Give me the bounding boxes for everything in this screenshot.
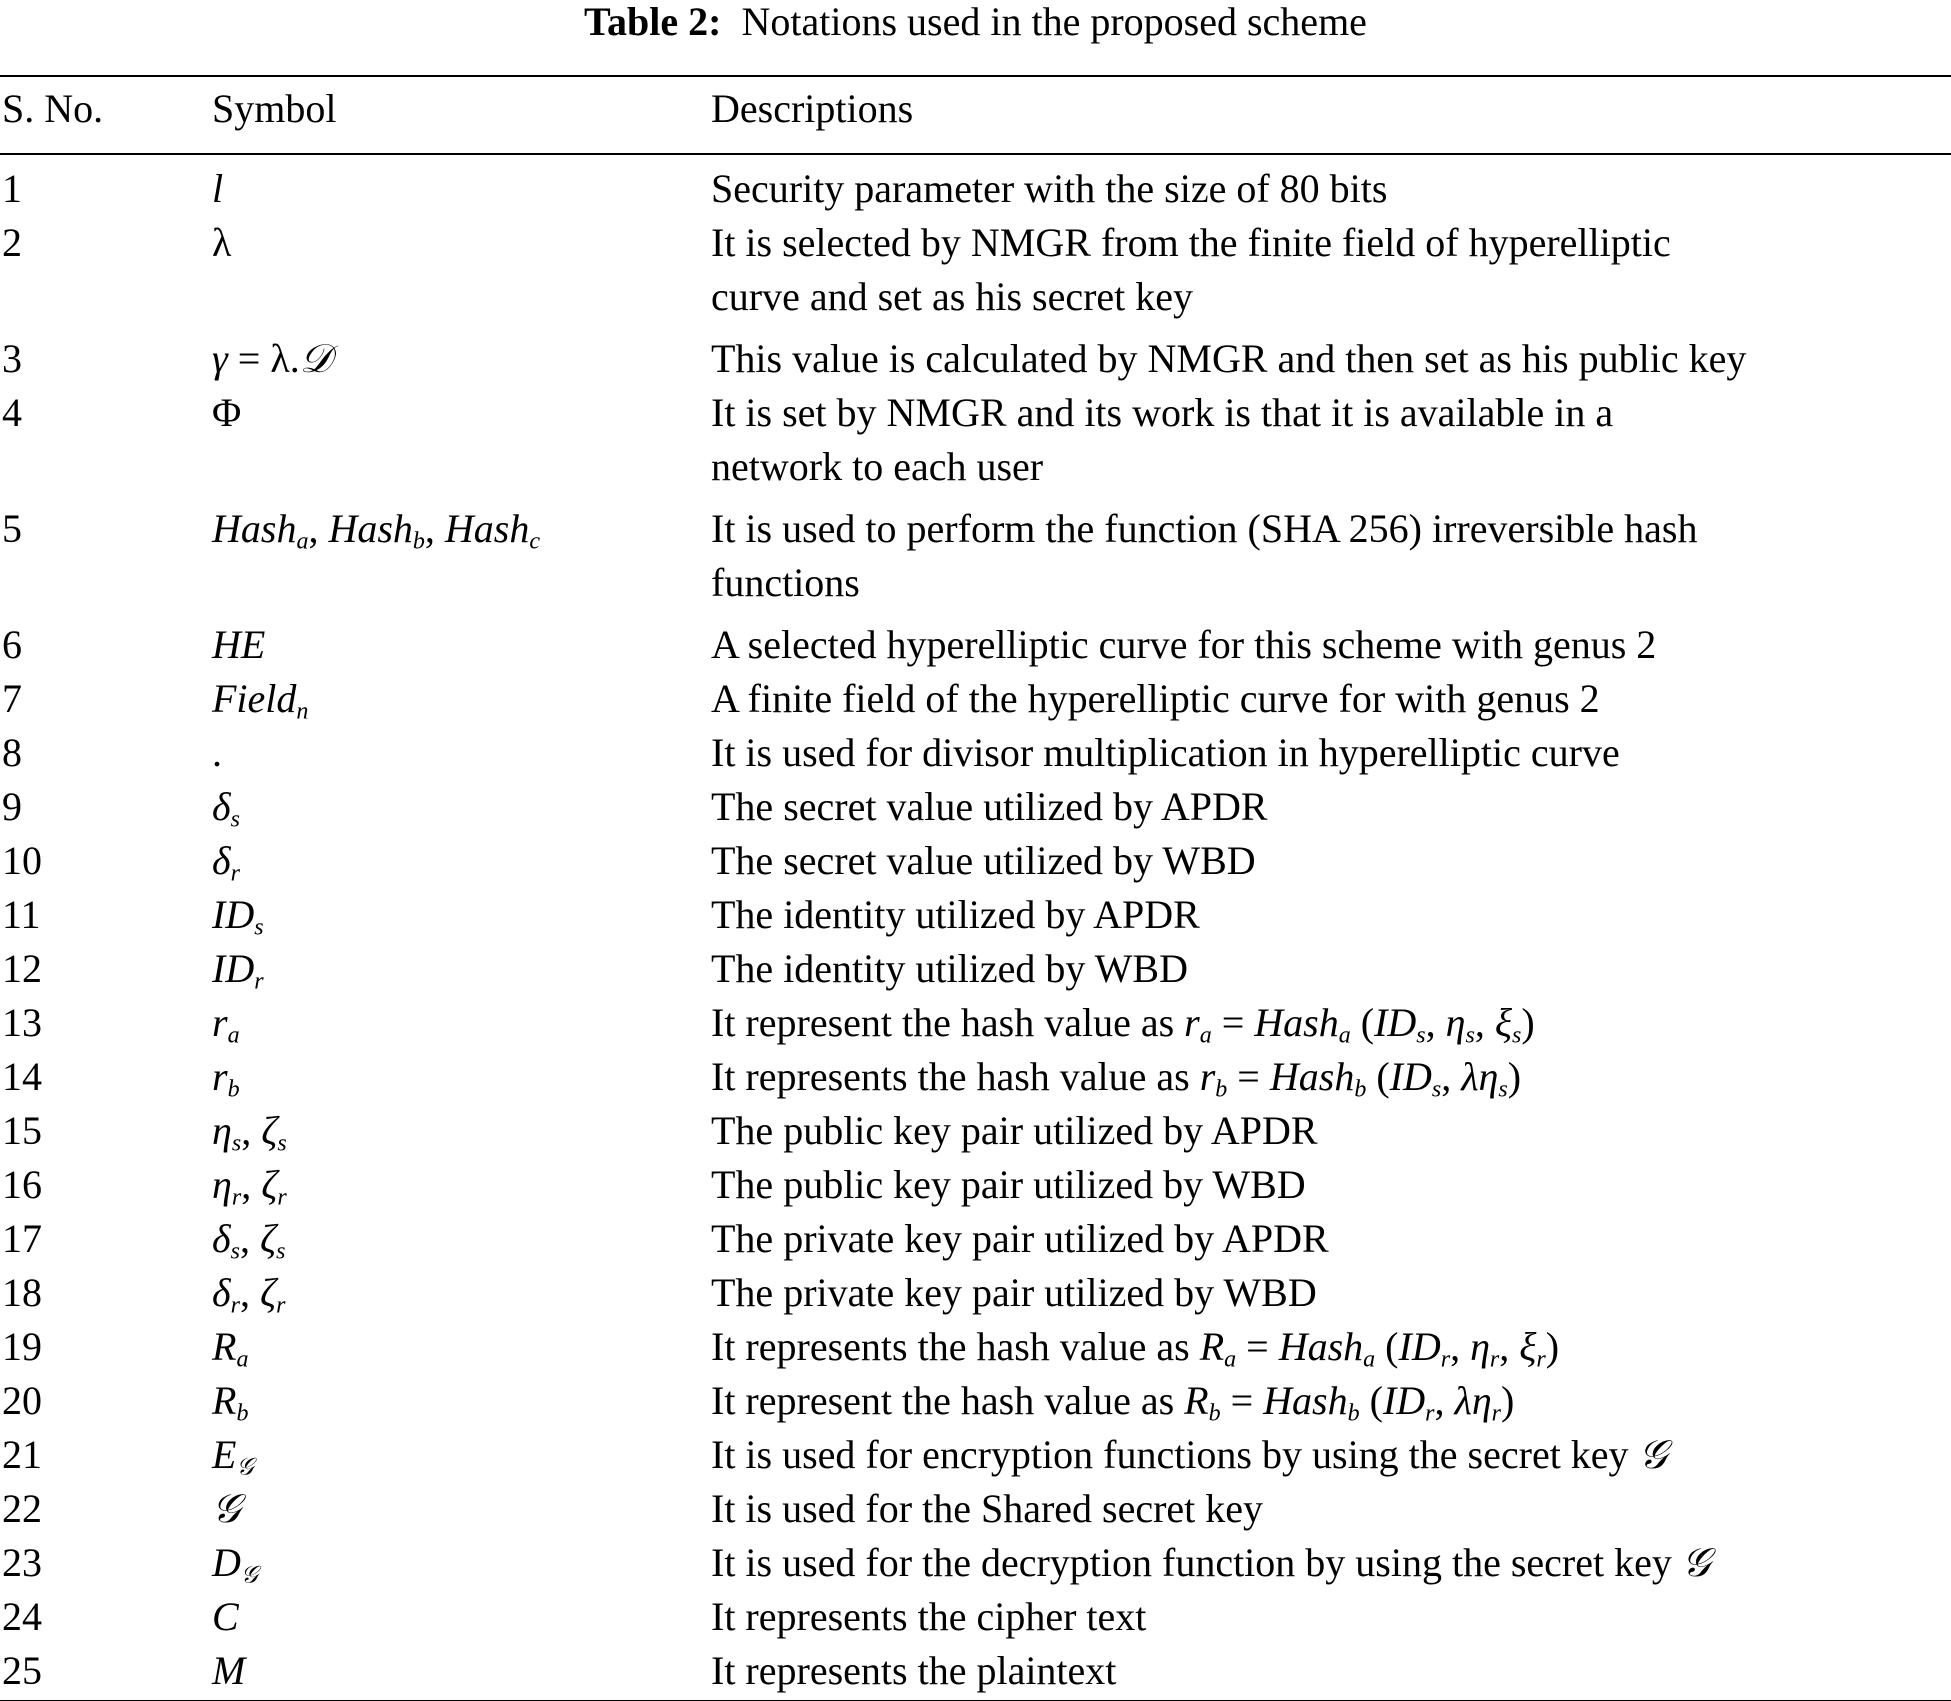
row-description	[711, 1482, 1951, 1536]
row-number: 15	[2, 1108, 42, 1153]
description-line: It represent the hash value as $r_a$ = Hash$_a$ ($ID_s$, $\eta_s$, $\xi_s$)	[711, 1000, 1535, 1049]
header-symbol: Symbol	[212, 86, 337, 131]
header-sno: S. No.	[2, 86, 104, 131]
row-description	[711, 1320, 1951, 1374]
row-description	[711, 332, 1951, 386]
row-description	[711, 162, 1951, 216]
row-symbol: $\delta_s$, $\zeta_s$	[212, 1216, 286, 1265]
description-line: The identity utilized by WBD	[711, 946, 1188, 991]
row-symbol: $ID_s$	[212, 892, 264, 941]
row-description	[711, 834, 1951, 888]
row-symbol: 𝒢	[212, 1486, 241, 1531]
row-symbol: Φ	[212, 390, 242, 435]
row-number: 22	[2, 1486, 42, 1531]
description-line: It represent the hash value as $R_b$ = Hash$_b$ ($ID_r$, $\lambda\eta_r$)	[711, 1378, 1515, 1427]
row-description	[711, 1428, 1951, 1482]
row-number: 25	[2, 1648, 42, 1693]
row-symbol: M	[212, 1648, 246, 1693]
row-number: 23	[2, 1540, 42, 1585]
row-symbol: $r_a$	[212, 1000, 240, 1049]
top-rule	[0, 75, 1951, 77]
row-number: 8	[2, 730, 22, 775]
description-line: This value is calculated by NMGR and then set as his public key	[711, 336, 1747, 381]
row-description	[711, 618, 1951, 672]
row-description	[711, 386, 1951, 494]
description-line: functions	[711, 560, 860, 605]
row-number: 16	[2, 1162, 42, 1207]
description-line: It is set by NMGR and its work is that it is available in a	[711, 390, 1614, 435]
row-number: 6	[2, 622, 22, 667]
row-number: 20	[2, 1378, 42, 1423]
row-description	[711, 942, 1951, 996]
row-number: 12	[2, 946, 42, 991]
description-line: A selected hyperelliptic curve for this scheme with genus 2	[711, 622, 1657, 667]
row-number: 17	[2, 1216, 42, 1261]
row-number: 11	[2, 892, 41, 937]
description-line: It is used for the decryption function by using the secret key 𝒢	[711, 1540, 1711, 1585]
row-description	[711, 1266, 1951, 1320]
row-number: 3	[2, 336, 22, 381]
description-line: It is used to perform the function (SHA 256) irreversible hash	[711, 506, 1698, 551]
row-number: 2	[2, 220, 22, 265]
description-line: It represents the cipher text	[711, 1594, 1147, 1639]
row-description	[711, 1158, 1951, 1212]
row-symbol: HE	[212, 622, 266, 667]
description-line: It is selected by NMGR from the finite field of hyperelliptic	[711, 220, 1671, 265]
row-symbol: Field$_n$	[212, 676, 309, 725]
row-symbol: l	[212, 166, 224, 211]
row-symbol: $\delta_s$	[212, 784, 240, 833]
row-symbol: .	[212, 730, 222, 775]
description-line: curve and set as his secret key	[711, 274, 1194, 319]
row-description	[711, 1536, 1951, 1590]
row-description	[711, 1104, 1951, 1158]
description-line: It represents the hash value as $r_b$ = Hash$_b$ ($ID_s$, $\lambda\eta_s$)	[711, 1054, 1522, 1103]
row-number: 14	[2, 1054, 42, 1099]
row-description	[711, 996, 1951, 1050]
row-symbol: $R_b$	[212, 1378, 249, 1427]
description-line: It is used for divisor multiplication in hyperelliptic curve	[711, 730, 1620, 775]
row-description	[711, 1050, 1951, 1104]
description-line: The secret value utilized by WBD	[711, 838, 1256, 883]
row-symbol: Hash$_a$, Hash$_b$, Hash$_c$	[212, 506, 541, 555]
header-rule	[0, 153, 1951, 155]
row-number: 7	[2, 676, 22, 721]
description-line: The secret value utilized by APDR	[711, 784, 1268, 829]
row-number: 4	[2, 390, 22, 435]
row-number: 19	[2, 1324, 42, 1369]
row-description	[711, 1644, 1951, 1698]
description-line: The identity utilized by APDR	[711, 892, 1200, 937]
row-number: 13	[2, 1000, 42, 1045]
row-symbol: $r_b$	[212, 1054, 240, 1103]
row-number: 9	[2, 784, 22, 829]
row-symbol: $D_𝒢$	[212, 1540, 258, 1589]
row-number: 5	[2, 506, 22, 551]
description-line: It represents the plaintext	[711, 1648, 1117, 1693]
description-line: The public key pair utilized by WBD	[711, 1162, 1306, 1207]
description-line: The private key pair utilized by WBD	[711, 1270, 1317, 1315]
description-line: It is used for the Shared secret key	[711, 1486, 1264, 1531]
description-line: It represents the hash value as $R_a$ = Hash$_a$ ($ID_r$, $\eta_r$, $\xi_r$)	[711, 1324, 1560, 1373]
description-line: The public key pair utilized by APDR	[711, 1108, 1318, 1153]
description-line: It is used for encryption functions by using the secret key 𝒢	[711, 1432, 1668, 1477]
row-symbol: γ = λ.𝒟	[212, 336, 332, 381]
row-number: 10	[2, 838, 42, 883]
row-symbol: $E_𝒢$	[212, 1432, 254, 1481]
row-symbol: $\delta_r$, $\zeta_r$	[212, 1270, 286, 1319]
row-description	[711, 888, 1951, 942]
row-description	[711, 780, 1951, 834]
row-description	[711, 726, 1951, 780]
row-symbol: $\eta_r$, $\zeta_r$	[212, 1162, 287, 1211]
caption-label: Table 2:	[584, 0, 722, 44]
row-description	[711, 1590, 1951, 1644]
row-symbol: λ	[212, 220, 232, 265]
description-line: The private key pair utilized by APDR	[711, 1216, 1329, 1261]
row-symbol: C	[212, 1594, 239, 1639]
header-descriptions: Descriptions	[711, 86, 914, 131]
description-line: network to each user	[711, 444, 1044, 489]
row-number: 24	[2, 1594, 42, 1639]
row-symbol: $\eta_s$, $\zeta_s$	[212, 1108, 287, 1157]
row-symbol: $\delta_r$	[212, 838, 240, 887]
row-description	[711, 1374, 1951, 1428]
row-description	[711, 216, 1951, 324]
row-number: 18	[2, 1270, 42, 1315]
row-description	[711, 672, 1951, 726]
row-number: 1	[2, 166, 22, 211]
row-symbol: $R_a$	[212, 1324, 249, 1373]
row-description	[711, 502, 1951, 610]
row-number: 21	[2, 1432, 42, 1477]
description-line: Security parameter with the size of 80 bits	[711, 166, 1388, 211]
caption-text: Notations used in the proposed scheme	[741, 0, 1367, 44]
row-symbol: $ID_r$	[212, 946, 264, 995]
description-line: A finite field of the hyperelliptic curve for with genus 2	[711, 676, 1600, 721]
table-caption	[0, 0, 1951, 44]
row-description	[711, 1212, 1951, 1266]
